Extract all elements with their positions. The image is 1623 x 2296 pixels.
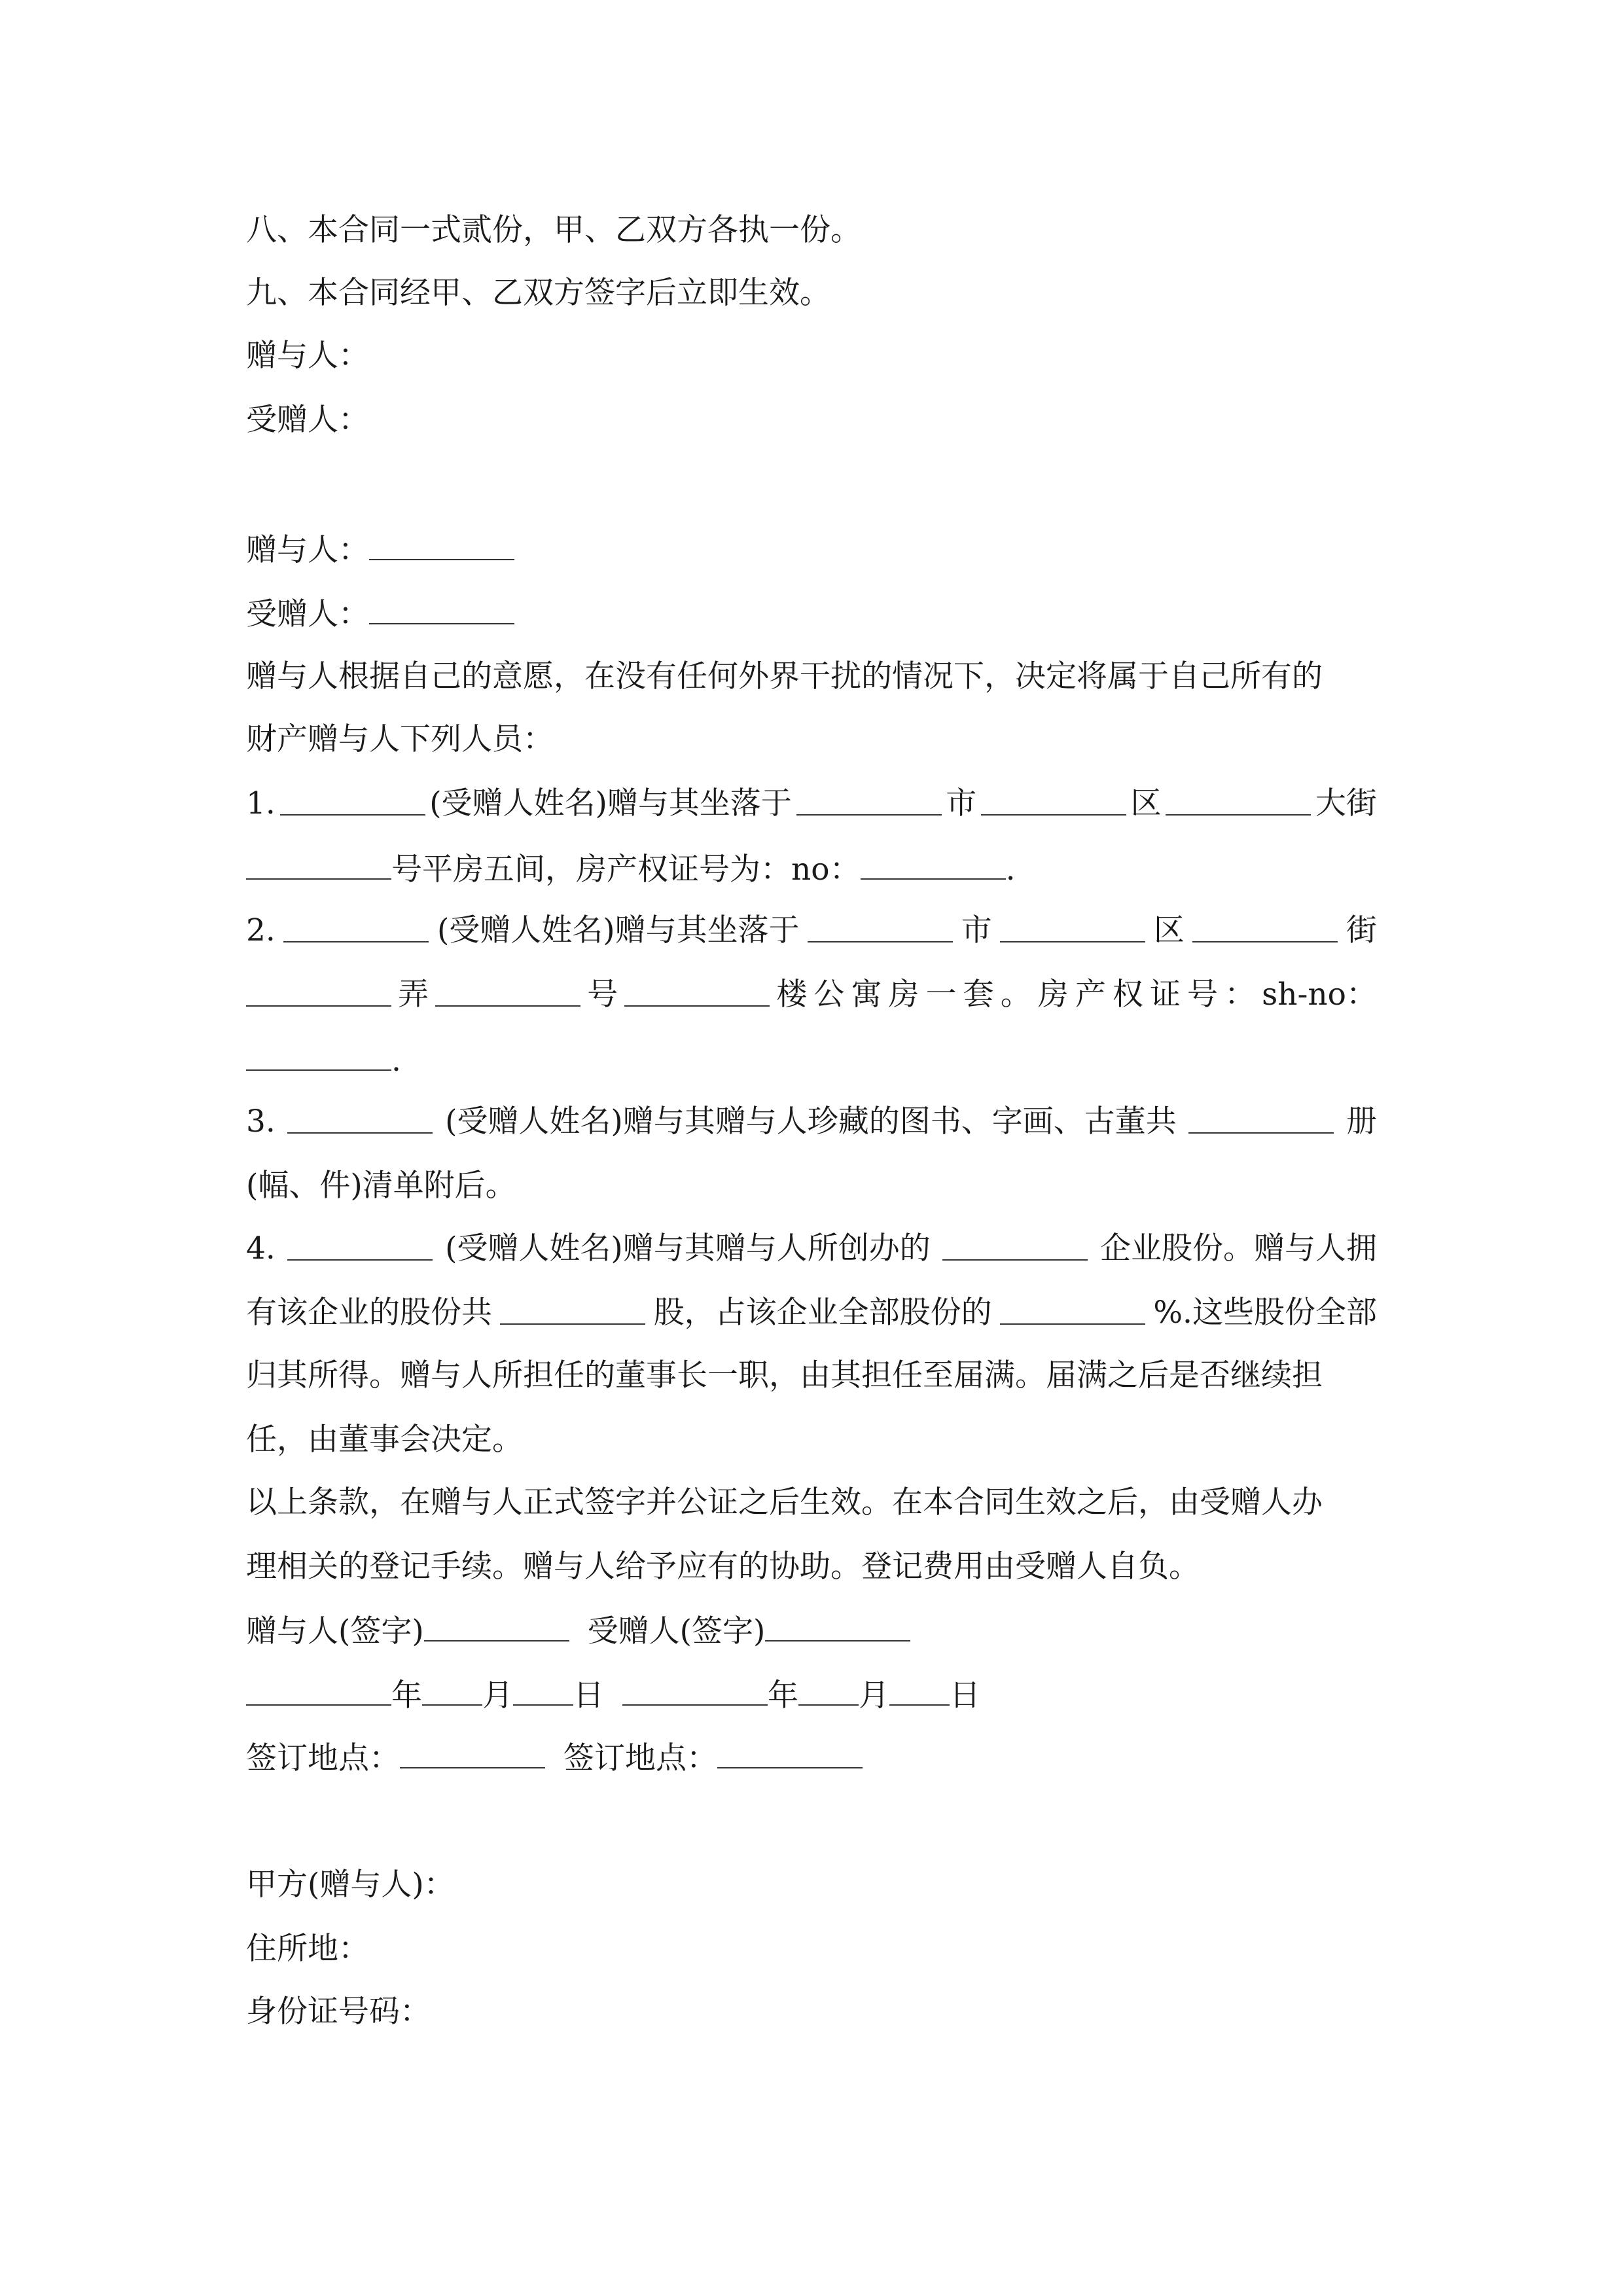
item2-city-label: 市 — [961, 912, 992, 948]
donor-label: 赠与人： — [246, 338, 369, 374]
item1-district-blank[interactable] — [981, 784, 1126, 816]
item2-char: ： — [1224, 977, 1256, 1013]
year-label: 年 — [391, 1677, 422, 1713]
day-blank[interactable] — [889, 1674, 950, 1706]
donor-signature-label: 赠与人(签字) — [246, 1613, 424, 1649]
month-blank[interactable] — [798, 1674, 859, 1706]
signing-place-label: 签订地点： — [246, 1740, 400, 1776]
intro-line-2: 财产赠与人下列人员： — [246, 721, 554, 757]
item3-line-1 — [246, 1102, 1377, 1141]
item4-text: (受赠人姓名)赠与其赠与人所创办的 — [445, 1230, 931, 1266]
item4-line-4: 任，由董事会决定。 — [246, 1422, 523, 1458]
item3-unit: 册 — [1346, 1103, 1377, 1139]
item2-city-blank[interactable] — [808, 911, 953, 942]
item2-building-blank[interactable] — [624, 975, 770, 1007]
item1-line-2 — [246, 848, 1377, 889]
item2-char: 房 — [888, 977, 919, 1013]
item2-char: 楼 — [776, 977, 808, 1013]
item2-char: 寓 — [851, 977, 882, 1013]
donee-signature-blank[interactable] — [765, 1610, 910, 1641]
item2-number-label: 号 — [587, 977, 618, 1013]
month-blank[interactable] — [422, 1674, 482, 1706]
item2-char: 套 — [963, 977, 994, 1013]
donor-signature-blank[interactable] — [424, 1610, 569, 1641]
item1-city-blank[interactable] — [796, 784, 942, 816]
signing-place-line — [246, 1737, 1377, 1778]
item1-number: 1. — [246, 785, 276, 821]
item3-number: 3. — [246, 1103, 276, 1139]
item4-shares-blank[interactable] — [500, 1293, 645, 1325]
item1-line-2-text: 号平房五间，房产权证号为：no： — [391, 852, 861, 888]
address-label: 住所地： — [246, 1931, 369, 1967]
item4-l2c: %.这些股份全部 — [1153, 1295, 1377, 1331]
donee-field — [246, 593, 1377, 634]
item2-char: 。 — [1000, 977, 1031, 1013]
item4-percent-blank[interactable] — [1000, 1293, 1145, 1325]
closing-line-2: 理相关的登记手续。赠与人给予应有的协助。登记费用由受赠人自负。 — [246, 1549, 1200, 1585]
item4-l2a: 有该企业的股份共 — [246, 1295, 492, 1331]
signing-place-label: 签订地点： — [563, 1740, 717, 1776]
closing-line-1: 以上条款，在赠与人正式签字并公证之后生效。在本合同生效之后，由受赠人办 — [246, 1484, 1323, 1520]
donee-field-label: 受赠人： — [246, 596, 369, 632]
date-line — [246, 1674, 1377, 1715]
item4-l2b: 股，占该企业全部股份的 — [653, 1295, 992, 1331]
month-label: 月 — [482, 1677, 513, 1713]
day-label: 日 — [950, 1677, 980, 1713]
item1-recipient-text: (受赠人姓名)赠与其坐落于 — [429, 785, 792, 821]
item1-line-1 — [246, 784, 1377, 823]
item4-line-2 — [246, 1293, 1377, 1333]
signature-line — [246, 1610, 1377, 1651]
item2-certificate-blank[interactable] — [246, 1039, 391, 1071]
donor-name-blank[interactable] — [369, 529, 514, 560]
month-label: 月 — [859, 1677, 889, 1713]
item2-char: 号 — [1187, 977, 1218, 1013]
intro-line-1: 赠与人根据自己的意愿，在没有任何外界干扰的情况下，决定将属于自己所有的 — [246, 658, 1323, 694]
day-blank[interactable] — [513, 1674, 573, 1706]
item2-end: . — [391, 1043, 401, 1079]
item3-text: (受赠人姓名)赠与其赠与人珍藏的图书、字画、古董共 — [445, 1103, 1177, 1139]
item2-district-label: 区 — [1153, 912, 1185, 948]
item4-company-blank[interactable] — [942, 1229, 1088, 1261]
item1-end: . — [1005, 852, 1016, 888]
donee-signature-label: 受赠人(签字) — [587, 1613, 766, 1649]
item2-line-3 — [246, 1039, 1377, 1081]
item1-recipient-blank[interactable] — [280, 784, 425, 816]
item2-lane-blank[interactable] — [435, 975, 580, 1007]
id-number-label: 身份证号码： — [246, 1994, 431, 2030]
donor-field — [246, 529, 1377, 570]
item4-line-1 — [246, 1229, 1377, 1268]
item1-district-label: 区 — [1130, 785, 1162, 821]
item1-certificate-blank[interactable] — [861, 848, 1006, 880]
item2-district-blank[interactable] — [1000, 911, 1145, 942]
item2-street-blank[interactable] — [1192, 911, 1338, 942]
day-label: 日 — [573, 1677, 604, 1713]
item2-char: sh-no： — [1262, 977, 1377, 1013]
item2-recipient-text: (受赠人姓名)赠与其坐落于 — [437, 912, 800, 948]
item2-road-blank[interactable] — [246, 975, 391, 1007]
signing-place-blank[interactable] — [717, 1737, 863, 1768]
item2-char: 房 — [1037, 977, 1069, 1013]
item3-recipient-blank[interactable] — [287, 1102, 433, 1134]
item2-street-label: 街 — [1346, 912, 1377, 948]
year-blank[interactable] — [246, 1674, 391, 1706]
item4-number: 4. — [246, 1230, 276, 1266]
item2-char: 证 — [1149, 977, 1181, 1013]
item4-recipient-blank[interactable] — [287, 1229, 433, 1261]
item1-street-blank[interactable] — [1166, 784, 1311, 816]
donor-field-label: 赠与人： — [246, 532, 369, 568]
year-label: 年 — [768, 1677, 798, 1713]
item2-lane-label: 弄 — [398, 977, 429, 1013]
donee-name-blank[interactable] — [369, 593, 514, 624]
item4-line-3: 归其所得。赠与人所担任的董事长一职，由其担任至届满。届满之后是否继续担 — [246, 1357, 1323, 1393]
item1-city-label: 市 — [946, 785, 977, 821]
item2-char: 权 — [1112, 977, 1143, 1013]
year-blank[interactable] — [622, 1674, 768, 1706]
clause-8: 八、本合同一式贰份，甲、乙双方各执一份。 — [246, 212, 861, 248]
donee-label: 受赠人： — [246, 402, 369, 438]
item2-line-1 — [246, 911, 1377, 950]
signing-place-blank[interactable] — [400, 1737, 545, 1768]
item2-char: 公 — [813, 977, 845, 1013]
item3-count-blank[interactable] — [1188, 1102, 1334, 1134]
item4-text-b: 企业股份。赠与人拥 — [1099, 1230, 1377, 1266]
item2-number: 2. — [246, 912, 276, 948]
party-a-label: 甲方(赠与人)： — [246, 1867, 455, 1903]
item1-house-number-blank[interactable] — [246, 848, 391, 880]
item2-recipient-blank[interactable] — [283, 911, 429, 942]
item2-line-2 — [246, 975, 1377, 1014]
clause-9: 九、本合同经甲、乙双方签字后立即生效。 — [246, 275, 830, 311]
item2-char: 产 — [1075, 977, 1106, 1013]
item3-line-2: (幅、件)清单附后。 — [246, 1168, 516, 1204]
item1-street-label: 大街 — [1315, 785, 1377, 821]
item2-char: 一 — [925, 977, 957, 1013]
